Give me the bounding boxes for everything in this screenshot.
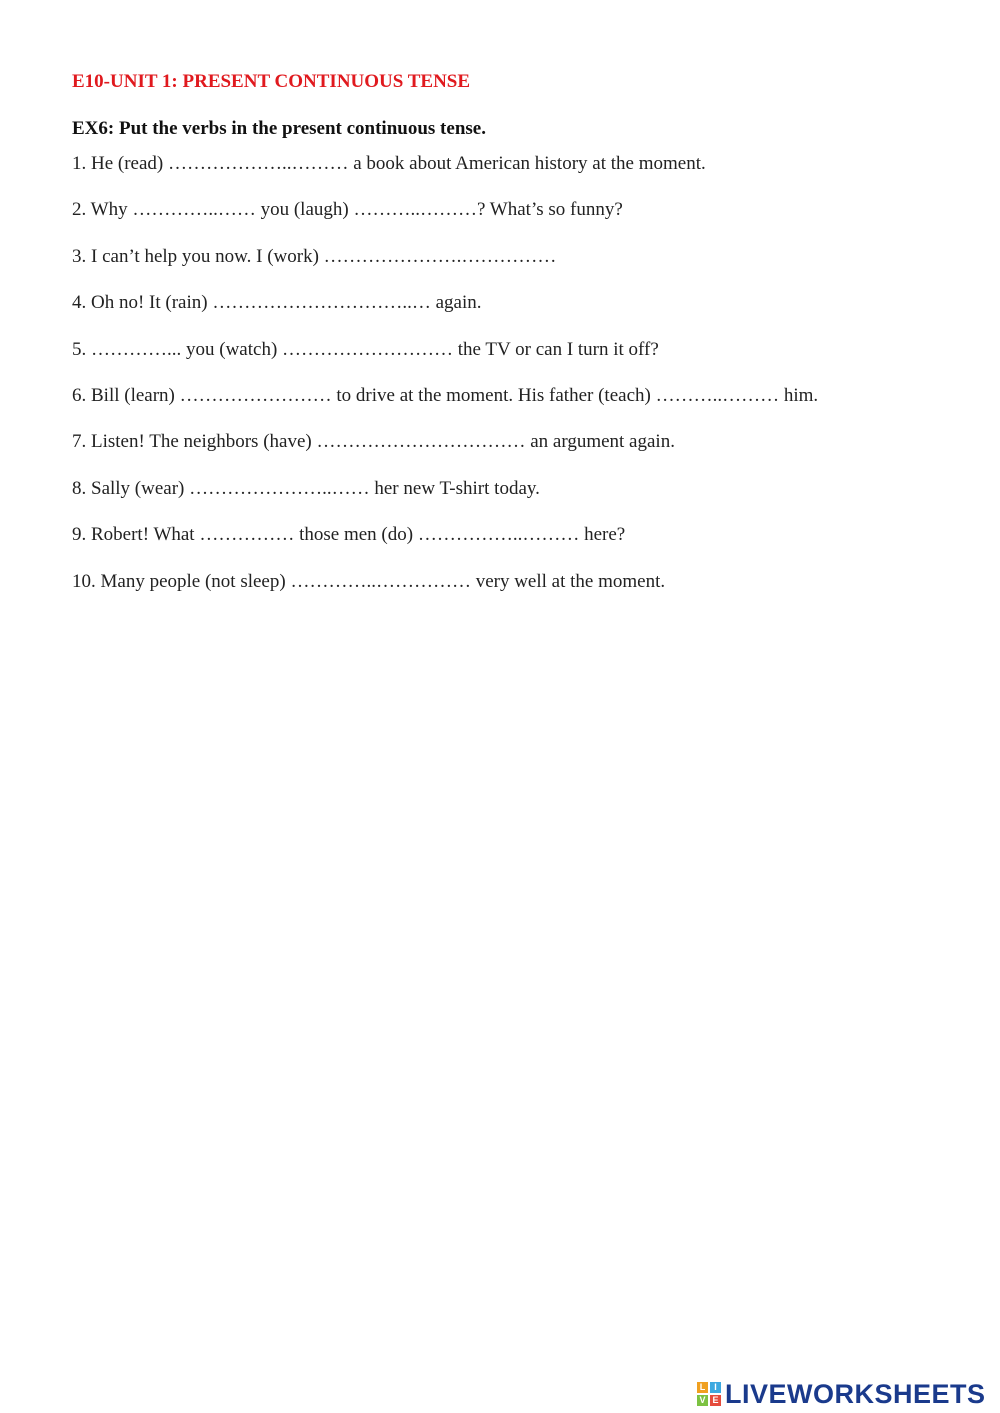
- question-item: 8. Sally (wear) …………………..…… her new T-shirt today.: [72, 477, 540, 499]
- question-list: [72, 152, 818, 616]
- worksheet-title: E10-UNIT 1: PRESENT CONTINUOUS TENSE: [72, 71, 471, 92]
- question-item: 1. He (read) ………………..……… a book about American history at the moment.: [72, 153, 706, 174]
- liveworksheets-logo-icon: [697, 1382, 721, 1406]
- question-item: 3. I can’t help you now. I (work) ………………….……………: [72, 245, 557, 267]
- question-item: 2. Why …………..…… you (laugh) ………..………? What’s so funny?: [72, 199, 623, 221]
- logo-letter: V: [697, 1395, 708, 1406]
- question-item: 7. Listen! The neighbors (have) …………………………… an argument again.: [72, 431, 675, 453]
- logo-letter: E: [710, 1395, 721, 1406]
- question-item: 4. Oh no! It (rain) …………………………..… again.: [72, 292, 482, 314]
- liveworksheets-logo-text: LIVEWORKSHEETS: [725, 1378, 986, 1409]
- question-item: 10. Many people (not sleep) …………..…………… very well at the moment.: [72, 570, 666, 592]
- logo-letter: L: [697, 1382, 708, 1393]
- question-item: 6. Bill (learn) …………………… to drive at the moment. His father (teach) ………..……… him.: [72, 384, 819, 406]
- question-item: 5. …………... you (watch) ……………………… the TV or can I turn it off?: [72, 338, 659, 360]
- logo-letter: I: [710, 1382, 721, 1393]
- question-item: 9. Robert! What …………… those men (do) ……………..……… here?: [72, 524, 626, 546]
- liveworksheets-logo: [697, 1378, 986, 1410]
- exercise-instruction: EX6: Put the verbs in the present continuous tense.: [72, 118, 486, 139]
